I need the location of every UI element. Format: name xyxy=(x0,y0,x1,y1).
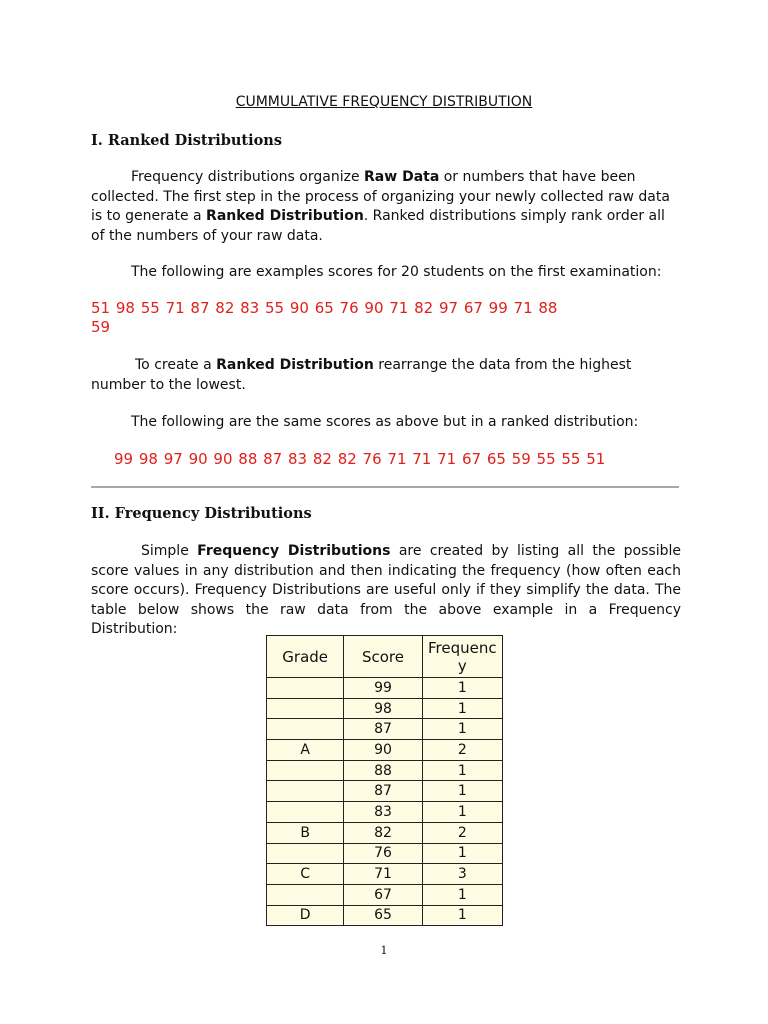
grade-cell xyxy=(267,884,344,905)
grade-cell xyxy=(267,843,344,864)
frequency-cell: 1 xyxy=(422,760,502,781)
page-title: CUMMULATIVE FREQUENCY DISTRIBUTION xyxy=(235,94,533,110)
score-cell: 65 xyxy=(344,905,422,926)
grade-cell: D xyxy=(267,905,344,926)
frequency-cell: 1 xyxy=(422,905,502,926)
frequency-cell: 2 xyxy=(422,740,502,761)
page-number: 1 xyxy=(380,944,388,957)
section-heading-ranked: I. Ranked Distributions xyxy=(91,132,283,149)
text-run: rearrange the data from the highest number to the lowest. xyxy=(91,357,632,393)
table-row xyxy=(267,905,503,926)
bold-term: Frequency Distributions xyxy=(197,543,391,559)
score-cell: 71 xyxy=(344,864,422,885)
grade-cell xyxy=(267,760,344,781)
score-cell: 90 xyxy=(344,740,422,761)
text-run: . Ranked distributions simply rank order all of the numbers of your raw data. xyxy=(91,208,665,244)
bold-term: Ranked Distribution xyxy=(206,208,364,224)
score-cell: 87 xyxy=(344,719,422,740)
raw-scores-line-1: 51 98 55 71 87 82 83 55 90 65 76 90 71 82 97 67 99 71 88 xyxy=(91,299,558,317)
frequency-cell: 1 xyxy=(422,843,502,864)
score-cell: 99 xyxy=(344,678,422,699)
paragraph-frequency xyxy=(91,542,681,640)
table-row xyxy=(267,760,503,781)
frequency-cell: 1 xyxy=(422,802,502,823)
score-cell: 76 xyxy=(344,843,422,864)
score-cell: 98 xyxy=(344,698,422,719)
frequency-cell: 1 xyxy=(422,884,502,905)
ranked-scores: 99 98 97 90 90 88 87 83 82 82 76 71 71 71 67 65 59 55 55 51 xyxy=(114,450,606,468)
frequency-table xyxy=(266,635,503,926)
score-cell: 83 xyxy=(344,802,422,823)
score-cell: 67 xyxy=(344,884,422,905)
score-cell: 82 xyxy=(344,822,422,843)
text-run: are created by listing all the possible score values in any distribution and then indicating the frequency (how often each score occurs). Frequency Distributions are useful only if they simplify the data. The table below shows the raw data from the above example in a Frequency Distribution: xyxy=(91,543,681,637)
grade-cell xyxy=(267,719,344,740)
table-row xyxy=(267,719,503,740)
paragraph-raw-data xyxy=(91,168,681,246)
paragraph-ranked-intro: The following are the same scores as above but in a ranked distribution: xyxy=(131,414,639,430)
frequency-cell: 1 xyxy=(422,698,502,719)
bold-term: Raw Data xyxy=(364,169,440,185)
frequency-cell: 1 xyxy=(422,678,502,699)
bold-term: Ranked Distribution xyxy=(216,357,374,373)
table-header-row xyxy=(267,636,503,678)
header-frequency: Frequenc y xyxy=(422,636,502,678)
table-row xyxy=(267,698,503,719)
table-row xyxy=(267,781,503,802)
score-cell: 87 xyxy=(344,781,422,802)
table-row xyxy=(267,884,503,905)
grade-cell xyxy=(267,678,344,699)
section-divider xyxy=(91,486,679,488)
frequency-cell: 1 xyxy=(422,719,502,740)
frequency-cell: 3 xyxy=(422,864,502,885)
text-run: To create a xyxy=(135,357,217,373)
table-row xyxy=(267,864,503,885)
header-grade: Grade xyxy=(267,636,344,678)
text-run: Simple xyxy=(141,543,198,559)
table-row xyxy=(267,822,503,843)
score-cell: 88 xyxy=(344,760,422,781)
grade-cell: A xyxy=(267,740,344,761)
section-heading-frequency: II. Frequency Distributions xyxy=(91,505,312,522)
raw-scores-line-2: 59 xyxy=(91,318,111,336)
table-row xyxy=(267,843,503,864)
text-run: or numbers that have been collected. The first step in the process of organizing your newly collected raw data is to generate a xyxy=(91,169,670,224)
paragraph-example-intro: The following are examples scores for 20 students on the first examination: xyxy=(131,264,662,280)
grade-cell xyxy=(267,698,344,719)
frequency-cell: 2 xyxy=(422,822,502,843)
table-row xyxy=(267,740,503,761)
table-row xyxy=(267,802,503,823)
grade-cell: B xyxy=(267,822,344,843)
paragraph-ranked-howto xyxy=(91,356,681,395)
text-run: Frequency distributions organize xyxy=(131,169,365,185)
grade-cell xyxy=(267,781,344,802)
grade-cell xyxy=(267,802,344,823)
frequency-cell: 1 xyxy=(422,781,502,802)
header-score: Score xyxy=(344,636,422,678)
grade-cell: C xyxy=(267,864,344,885)
table-row xyxy=(267,678,503,699)
